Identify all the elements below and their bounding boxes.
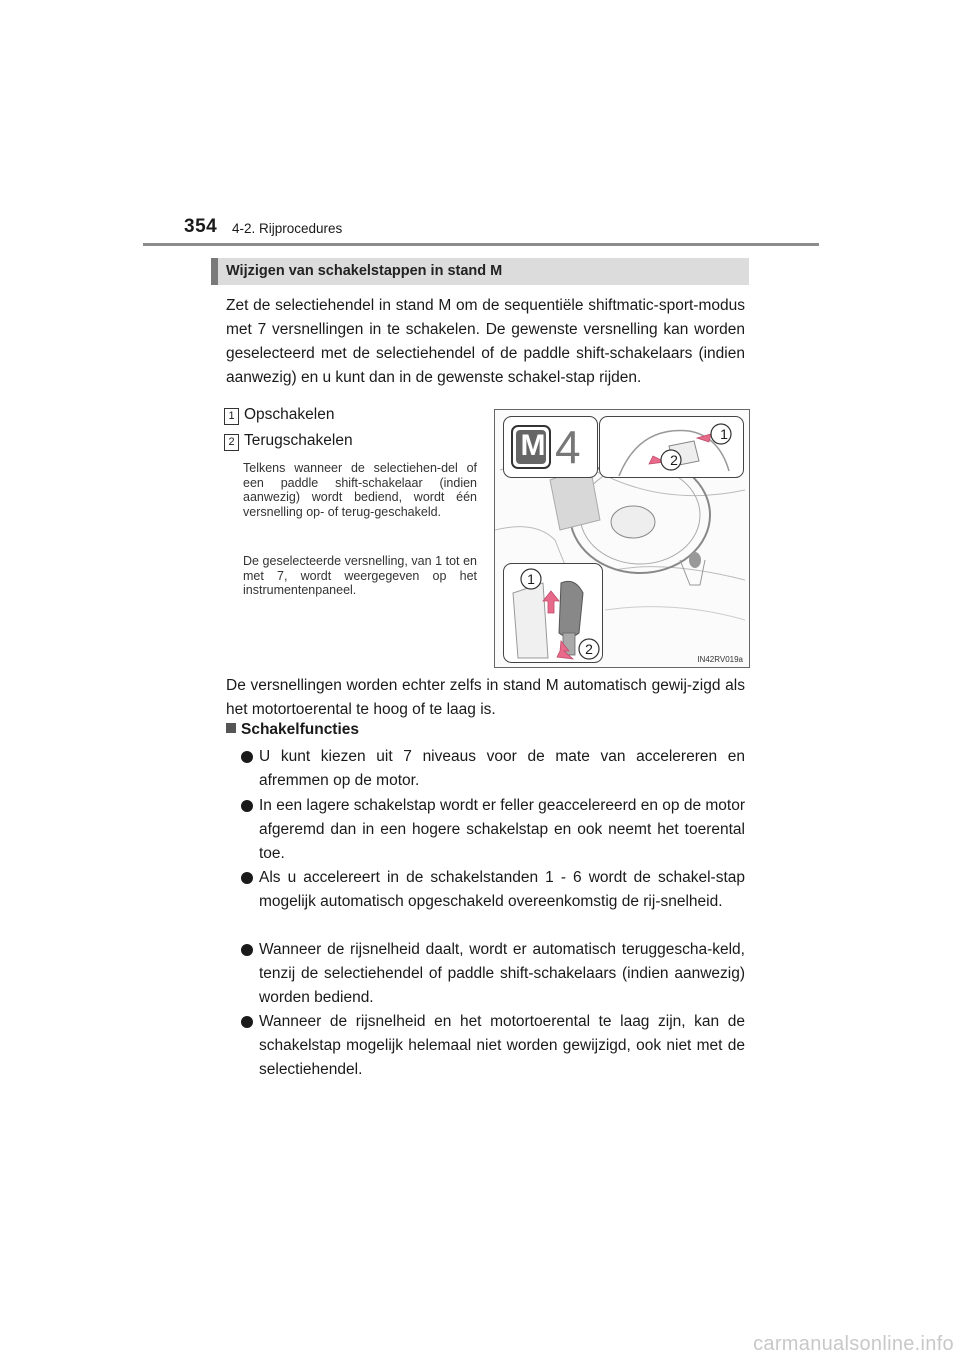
paddle-callout-2: 2	[670, 452, 678, 468]
bullet-text: In een lagere schakelstap wordt er feller geaccelereerd en op de motor afgeremd dan in een hogere schakelstap en ook neemt het toerental toe.	[259, 797, 745, 862]
bullet-dot-icon	[241, 1016, 253, 1028]
header-divider	[143, 243, 819, 246]
number-box-2: 2	[224, 434, 239, 451]
shift-illustration	[494, 409, 750, 668]
section-heading-accent	[211, 258, 218, 285]
bullet-dot-icon	[241, 800, 253, 812]
square-bullet-icon	[226, 723, 236, 733]
numbered-label-downshift: Terugschakelen	[244, 432, 353, 449]
bullet-text: Wanneer de rijsnelheid en het motortoerental te laag zijn, kan de schakelstap mogelijk helemaal niet worden gewijzigd, ook niet met de selectiehendel.	[259, 1013, 745, 1078]
gear-mode-letter: M	[520, 429, 546, 462]
subheading	[226, 721, 359, 739]
bullet-dot-icon	[241, 872, 253, 884]
paddle-callout-1: 1	[720, 426, 728, 442]
figure-code: IN42RV019a	[697, 655, 743, 664]
site-watermark: carmanualsonline.info	[753, 1333, 954, 1355]
bullet-text: Wanneer de rijsnelheid daalt, wordt er automatisch teruggescha-keld, tenzij de selectiehendel of paddle shift-schakelaars (indien aanwezig) worden bediend.	[259, 941, 745, 1006]
auto-shift-paragraph: De versnellingen worden echter zelfs in stand M automatisch gewij-zigd als het motortoerental te hoog of te laag is.	[226, 677, 745, 718]
number-box-1: 1	[224, 408, 239, 425]
intro-paragraph: Zet de selectiehendel in stand M om de sequentiële shiftmatic-sport-modus met 7 versnellingen in te schakelen. De gewenste versnelling kan worden geselecteerd met de selectiehendel of de paddle shift-schakelaars (indien aanwezig) en u kunt dan in de gewenste schakel-stap rijden.	[226, 297, 745, 386]
gear-number: 4	[555, 421, 581, 473]
bullet-text: U kunt kiezen uit 7 niveaus voor de mate van accelereren en afremmen op de motor.	[259, 748, 745, 789]
note-paragraph: De geselecteerde versnelling, van 1 tot en met 7, wordt weergegeven op het instrumentenpaneel.	[243, 554, 477, 597]
lever-callout-1: 1	[527, 571, 535, 587]
bullet-item	[241, 1010, 745, 1082]
bullet-dot-icon	[241, 944, 253, 956]
bullet-item	[241, 794, 745, 866]
section-label: 4-2. Rijprocedures	[232, 221, 343, 236]
subheading-text: Schakelfuncties	[241, 721, 360, 738]
lever-callout-2: 2	[585, 641, 593, 657]
bullet-item	[241, 938, 745, 1010]
bullet-item	[241, 866, 745, 914]
numbered-label-upshift: Opschakelen	[244, 406, 335, 423]
section-heading: Wijzigen van schakelstappen in stand M	[226, 263, 503, 279]
bullet-text: Als u accelereert in de schakelstanden 1 - 6 wordt de schakel-stap mogelijk automatisch opgeschakeld overeenkomstig de rij-snelheid.	[259, 869, 745, 910]
page-number: 354	[184, 216, 218, 237]
note-paragraph: Telkens wanneer de selectiehen-del of een paddle shift-schakelaar (indien aanwezig) wordt bediend, wordt één versnelling op- of terug-geschakeld.	[243, 461, 477, 519]
bullet-dot-icon	[241, 751, 253, 763]
bullet-item	[241, 745, 745, 793]
